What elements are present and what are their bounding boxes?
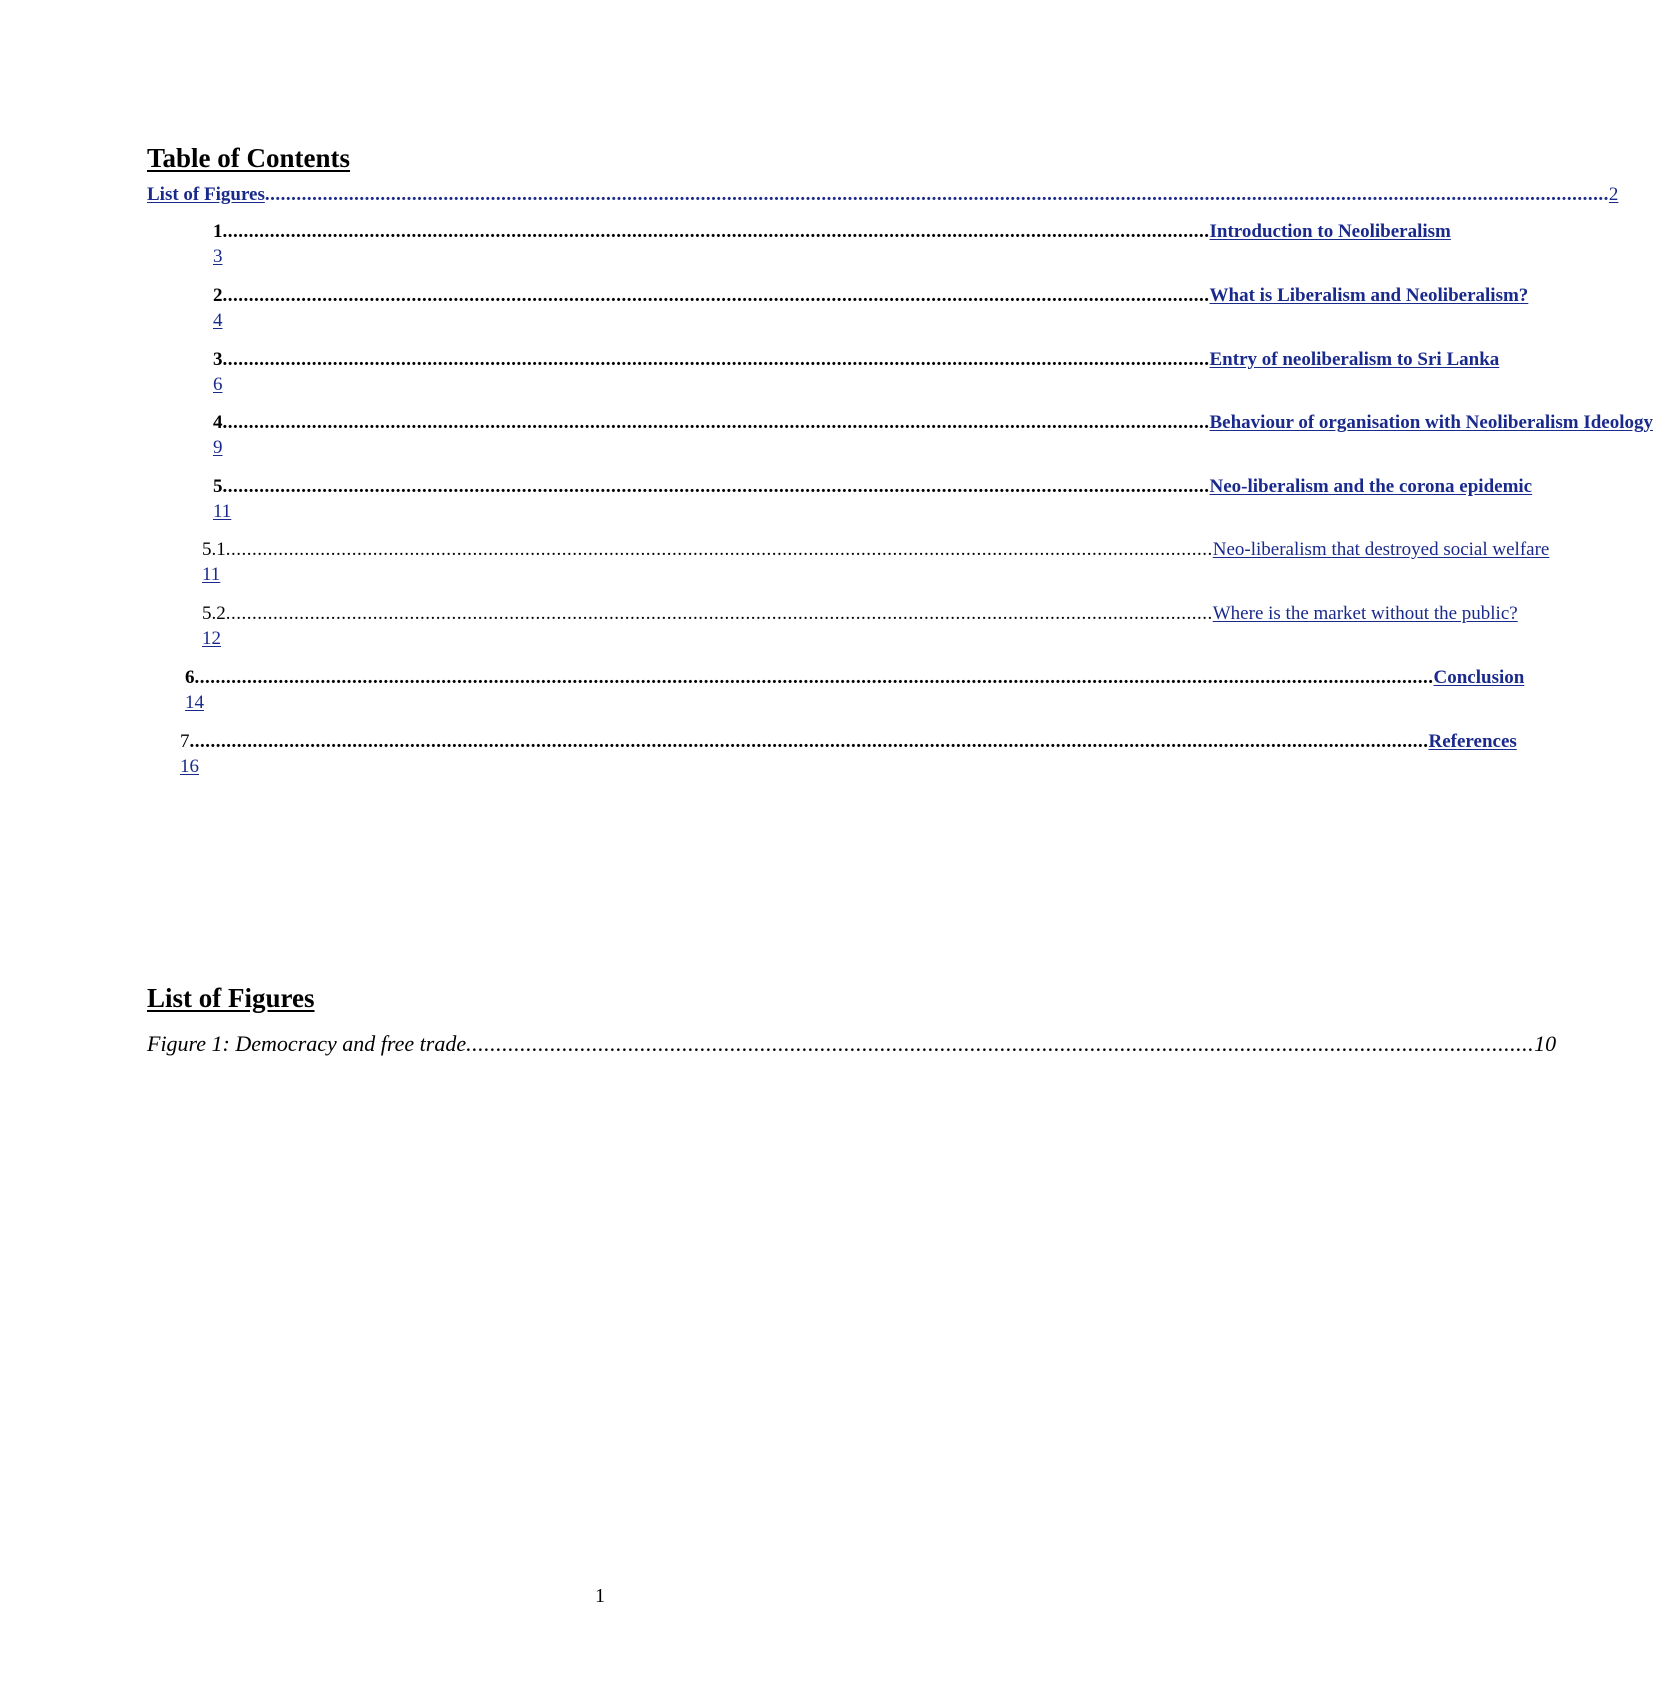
toc-entry-number: 1 [213, 221, 223, 242]
toc-entry-page[interactable]: 4 [213, 310, 223, 331]
toc-entry-title: List of Figures [147, 184, 265, 205]
leader-dots: ............................................................................................................................................................................................ [222, 349, 1210, 370]
toc-entry-4[interactable] [213, 411, 1653, 435]
toc-entry-5[interactable] [213, 475, 1533, 499]
toc-entry-title: Introduction to Neoliberalism [1209, 221, 1451, 242]
toc-entry-title: What is Liberalism and Neoliberalism? [1209, 285, 1529, 306]
toc-entry-title: Neo-liberalism that destroyed social welfare [1212, 539, 1550, 560]
leader-dots: ............................................................................................................................................................................................ [225, 603, 1213, 624]
leader-dots: ............................................................................................................................................................................................ [222, 285, 1210, 306]
toc-entry-number: 5 [213, 476, 223, 497]
figure-entry-page: 10 [1534, 1031, 1557, 1056]
leader-dots: ................................................................................................................................................................................................................................................................ [264, 184, 1609, 205]
toc-entry-page[interactable]: 12 [202, 628, 221, 649]
toc-entry-1[interactable] [213, 220, 1451, 244]
toc-entry-5-2[interactable] [202, 602, 1518, 626]
toc-entry-title: Where is the market without the public? [1212, 603, 1518, 624]
toc-entry-number: 6 [185, 667, 195, 688]
toc-entry-page[interactable]: 11 [202, 564, 221, 585]
toc-entry-title: Neo-liberalism and the corona epidemic [1209, 476, 1533, 497]
toc-entry-number: 5.2 [202, 603, 226, 624]
leader-dots: ............................................................................................................................................................................................ [222, 476, 1210, 497]
toc-entry-7[interactable] [180, 730, 1517, 754]
leader-dots: ............................................................................................................................................................................................ [225, 539, 1213, 560]
page-number: 1 [595, 1585, 605, 1607]
figure-entry-title: Figure 1: Democracy and free trade [147, 1031, 467, 1056]
toc-entry-2[interactable] [213, 284, 1529, 308]
toc-entry-page[interactable]: 14 [185, 692, 204, 713]
toc-list-of-figures-link[interactable] [147, 183, 1619, 207]
leader-dots: ............................................................................................................................................................................................................................................ [189, 731, 1429, 752]
toc-entry-3[interactable] [213, 348, 1500, 372]
toc-entry-page[interactable]: 11 [213, 501, 232, 522]
toc-entry-page[interactable]: 16 [180, 756, 199, 777]
toc-entry-title: References [1428, 731, 1517, 752]
toc-entry-number: 2 [213, 285, 223, 306]
leader-dots: ............................................................................................................................................................................................ [222, 412, 1210, 433]
toc-entry-page[interactable]: 6 [213, 374, 223, 395]
toc-entry-5-1[interactable] [202, 538, 1550, 562]
toc-entry-number: 4 [213, 412, 223, 433]
toc-entry-title: Entry of neoliberalism to Sri Lanka [1209, 349, 1500, 370]
list-of-figures-heading: List of Figures [147, 983, 315, 1013]
toc-entry-number: 5.1 [202, 539, 226, 560]
toc-entry-6[interactable] [185, 666, 1525, 690]
toc-entry-title: Conclusion [1433, 667, 1525, 688]
leader-dots: .................................................................................................................................................................................. [466, 1031, 1535, 1056]
toc-entry-page[interactable]: 9 [213, 437, 223, 458]
toc-entry-title: Behaviour of organisation with Neoliberalism Ideology [1209, 412, 1653, 433]
toc-entry-number: 7 [180, 731, 190, 752]
figure-entry[interactable] [147, 1030, 1557, 1058]
toc-entry-page[interactable]: 3 [213, 246, 223, 267]
toc-entry-number: 3 [213, 349, 223, 370]
leader-dots: ............................................................................................................................................................................................ [222, 221, 1210, 242]
toc-entry-page: 2 [1608, 184, 1619, 205]
leader-dots: ............................................................................................................................................................................................................................................ [194, 667, 1434, 688]
toc-heading: Table of Contents [147, 143, 351, 173]
